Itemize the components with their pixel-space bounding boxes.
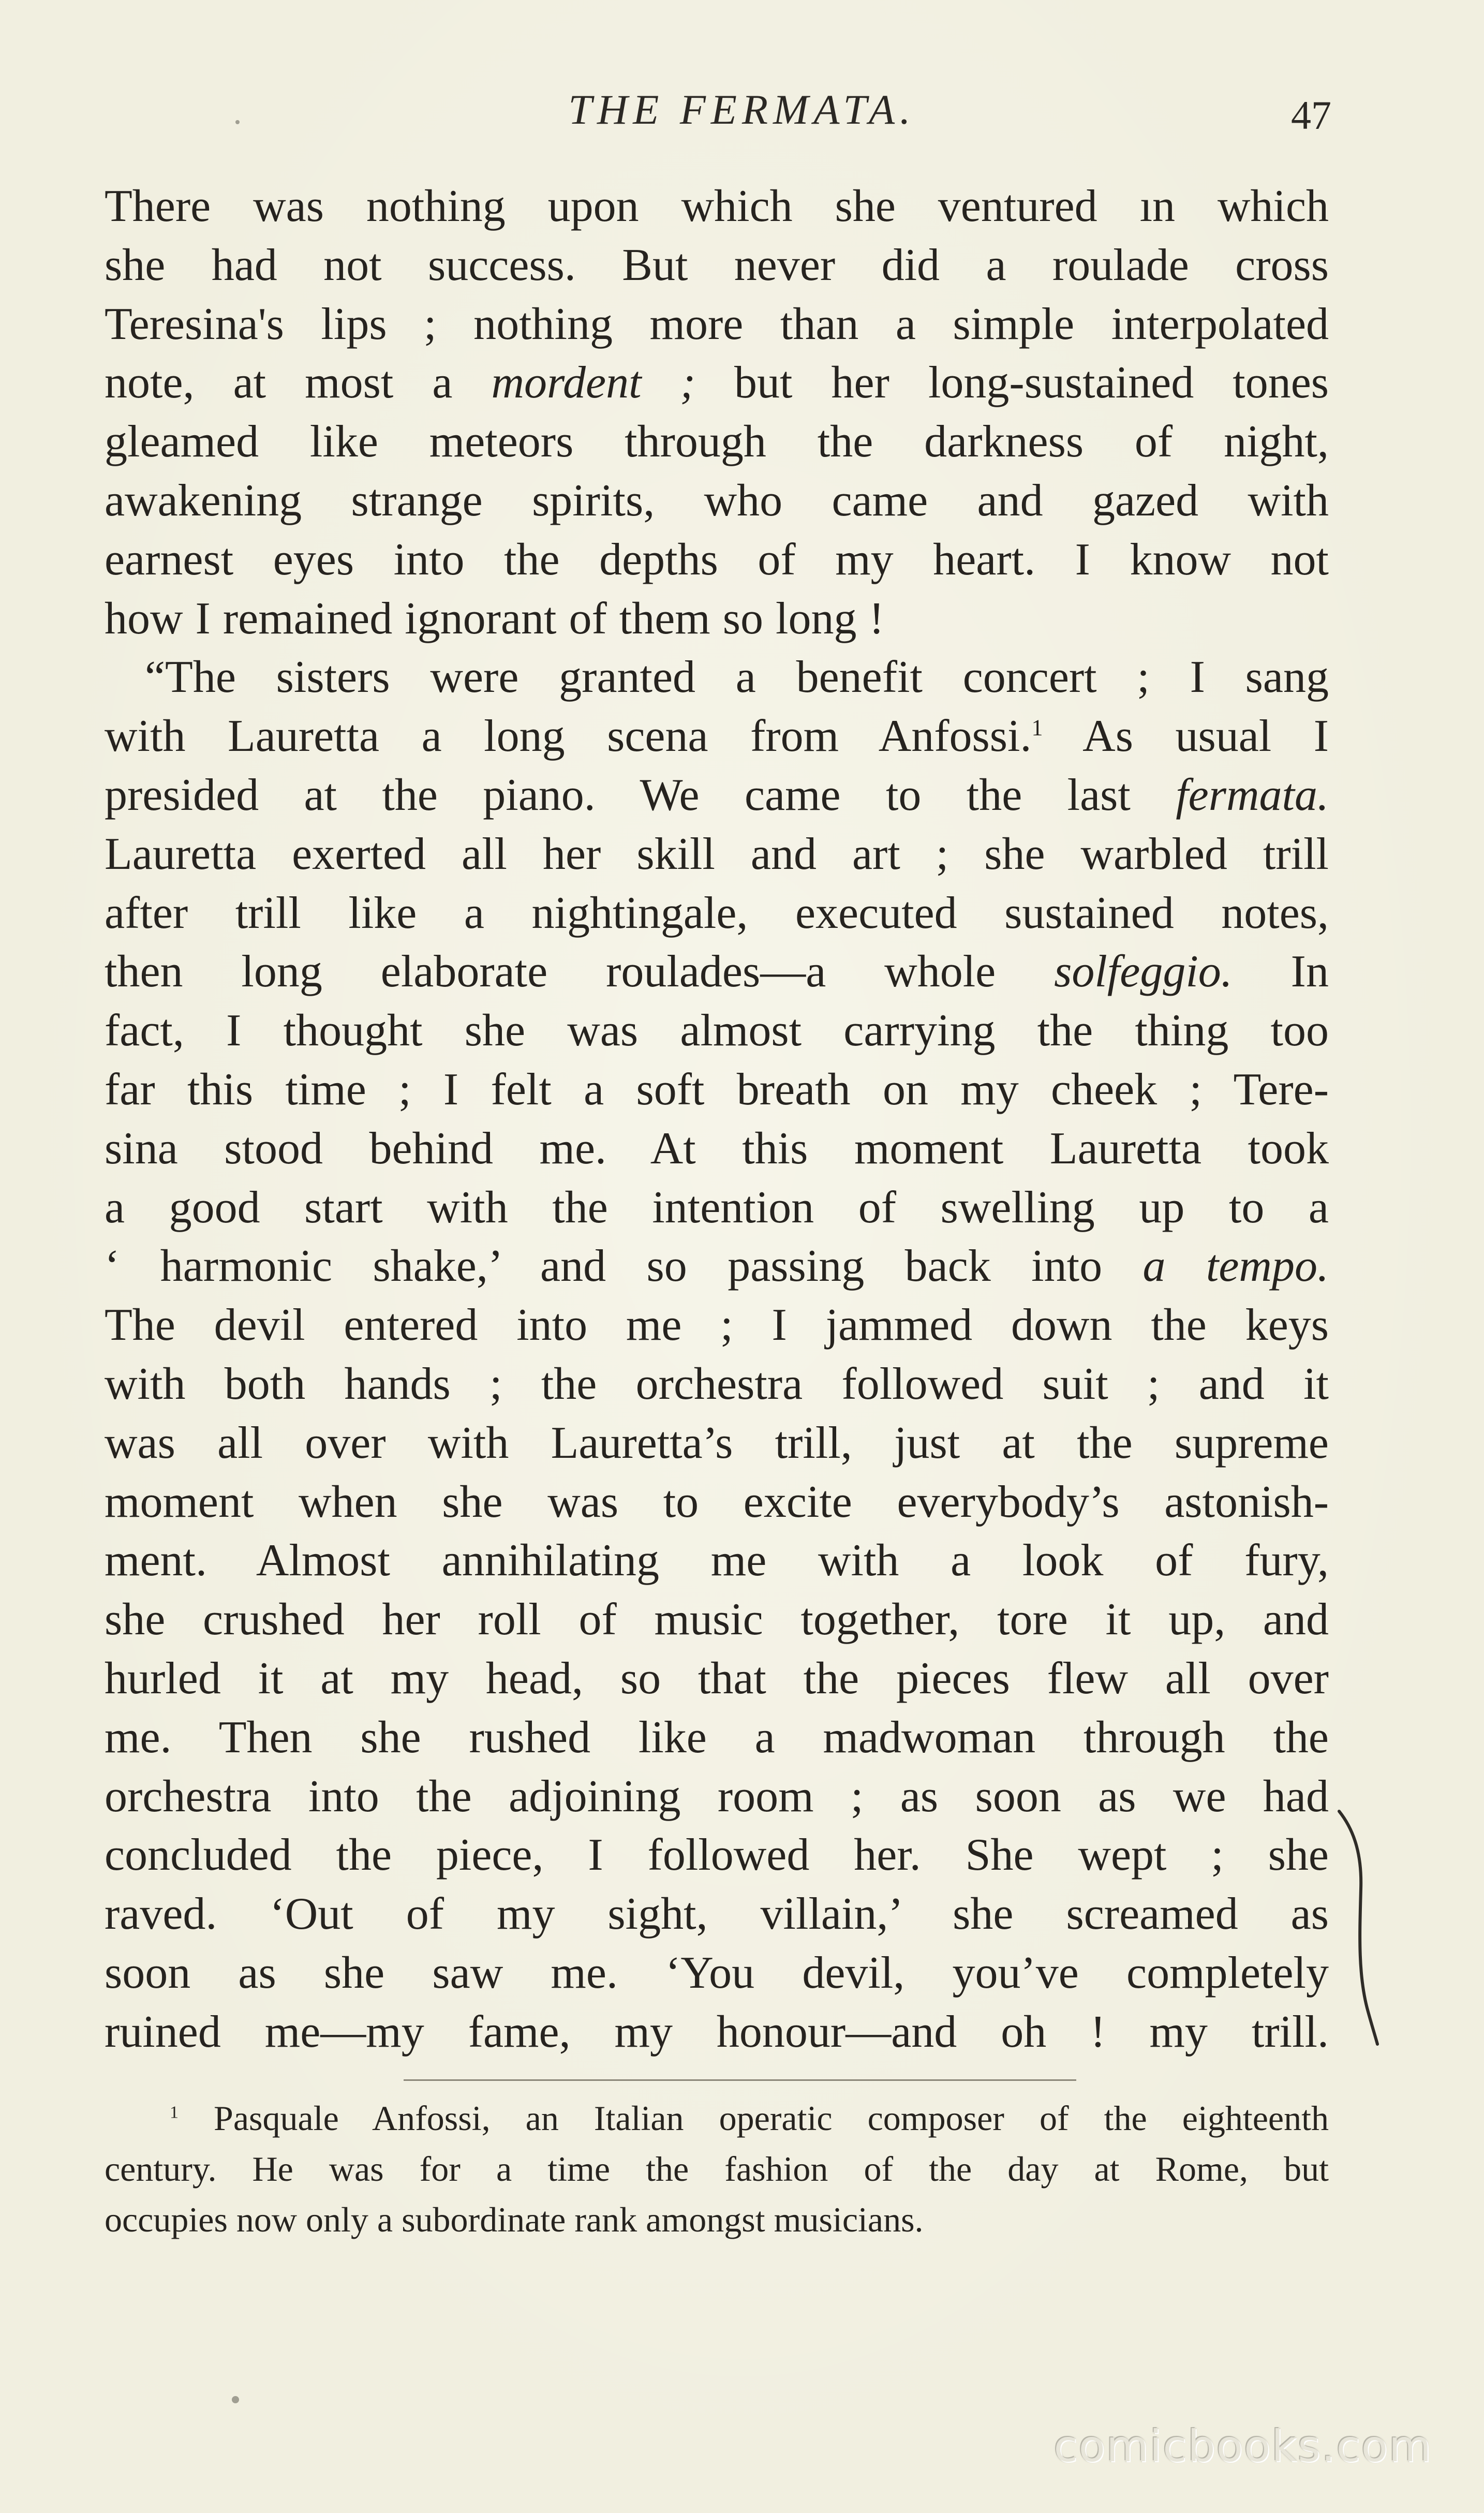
- text-line: hurled it at my head, so that the pieces flew all over: [105, 1653, 1329, 1704]
- margin-pencil-mark: [1335, 1801, 1392, 2049]
- paragraph-end-line: how I remained ignorant of them so long !: [105, 593, 884, 644]
- footnotes: [105, 2093, 1329, 2245]
- text-line: ‘ harmonic shake,’ and so passing back into a tempo.: [105, 1241, 1329, 1292]
- text-line: she had not success. But never did a roulade cross: [105, 240, 1329, 290]
- paper-speck: [232, 2396, 239, 2403]
- paper-speck: [235, 120, 240, 124]
- footnote-line: occupies now only a subordinate rank amongst musicians.: [105, 2200, 924, 2239]
- text-line: gleamed like meteors through the darkness of night,: [105, 417, 1329, 467]
- footnote-line: century. He was for a time the fashion of the day at Rome, but: [105, 2149, 1329, 2189]
- italic-term: solfeggio.: [1054, 947, 1233, 997]
- text-line: me. Then she rushed like a madwoman through the: [105, 1712, 1329, 1763]
- text-line: soon as she saw me. ‘You devil, you’ve completely: [105, 1947, 1329, 1998]
- text-line: Lauretta exerted all her skill and art ; she warbled trill: [105, 829, 1329, 879]
- text-line: There was nothing upon which she ventured ın which: [105, 181, 1329, 231]
- text-line: moment when she was to excite everybody’s astonish-: [105, 1476, 1329, 1527]
- watermark-logo: comicbooks.com: [1053, 2421, 1432, 2472]
- text-line: The devil entered into me ; I jammed down the keys: [105, 1300, 1329, 1351]
- text-line: after trill like a nightingale, executed sustained notes,: [105, 888, 1329, 938]
- text-line: fact, I thought she was almost carrying the thing too: [105, 1006, 1329, 1056]
- paragraph-start-line: “The sisters were granted a benefit concert ; I sang: [145, 652, 1329, 703]
- page-number: 47: [1291, 93, 1331, 138]
- footnote-rule: [404, 2079, 1076, 2081]
- text-line: far this time ; I felt a soft breath on my cheek ; Tere-: [105, 1064, 1329, 1115]
- text-line: ment. Almost annihilating me with a look of fury,: [105, 1535, 1329, 1586]
- italic-term: mordent ;: [491, 358, 695, 408]
- text-line: then long elaborate roulades—a whole solfeggio. In: [105, 947, 1329, 997]
- text-line: with Lauretta a long scena from Anfossi.$^1$ As usual I: [105, 711, 1329, 762]
- text-line: was all over with Lauretta’s trill, just at the supreme: [105, 1417, 1329, 1468]
- text-line: Teresina's lips ; nothing more than a simple interpolated: [105, 299, 1329, 349]
- text-line: a good start with the intention of swelling up to a: [105, 1182, 1329, 1233]
- footnote-line: $^1$ Pasquale Anfossi, an Italian operatic composer of the eighteenth: [170, 2098, 1329, 2138]
- text-line: presided at the piano. We came to the last fermata.: [105, 770, 1329, 820]
- footnote-marker: 1: [170, 2103, 179, 2122]
- text-line: earnest eyes into the depths of my heart. I know not: [105, 534, 1329, 585]
- text-line: she crushed her roll of music together, tore it up, and: [105, 1594, 1329, 1645]
- italic-term: fermata.: [1176, 770, 1329, 820]
- text-line: raved. ‘Out of my sight, villain,’ she screamed as: [105, 1889, 1329, 1940]
- text-line: orchestra into the adjoining room ; as soon as we had: [105, 1771, 1329, 1822]
- text-line: note, at most a mordent ; but her long-sustained tones: [105, 358, 1329, 408]
- italic-term: a tempo.: [1142, 1241, 1329, 1292]
- footnote-ref: 1: [1031, 715, 1043, 741]
- text-line: sina stood behind me. At this moment Lauretta took: [105, 1123, 1329, 1174]
- body-text: [105, 177, 1329, 2062]
- text-line: ruined me—my fame, my honour—and oh ! my trill.: [105, 2006, 1329, 2057]
- running-title: THE FERMATA.: [568, 86, 916, 133]
- text-line: concluded the piece, I followed her. She wept ; she: [105, 1830, 1329, 1881]
- text-line: awakening strange spirits, who came and gazed with: [105, 475, 1329, 526]
- text-line: with both hands ; the orchestra followed suit ; and it: [105, 1358, 1329, 1409]
